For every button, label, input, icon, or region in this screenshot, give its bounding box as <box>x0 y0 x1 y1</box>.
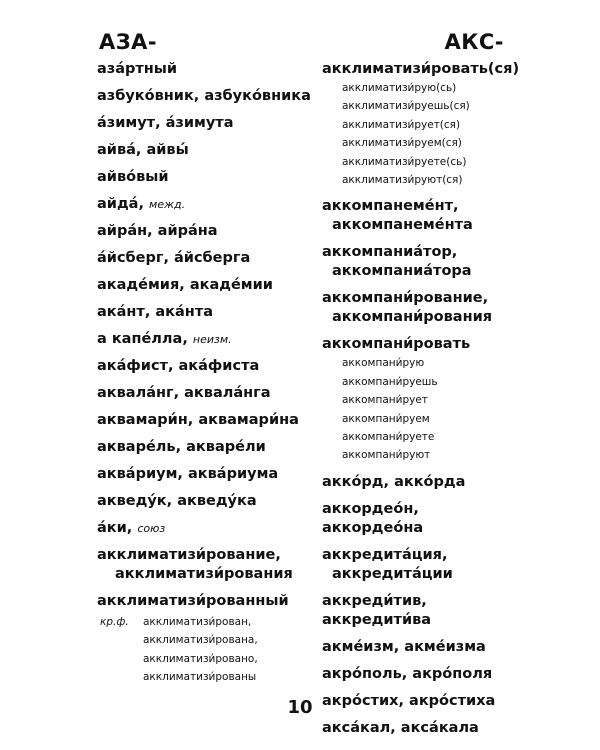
entry: акваре́ль, акваре́ли <box>97 439 266 455</box>
entry-line: аккомпанеме́нт, <box>322 198 459 215</box>
short-forms-block <box>97 613 312 687</box>
entry-headword: акклиматизи́ровать(ся) <box>322 61 520 77</box>
entry-line-continued: аккомпанеме́нта <box>332 217 473 234</box>
entry: акко́рд, акко́рда <box>322 473 466 490</box>
form-item: аккомпани́рует <box>342 394 428 407</box>
entry: акме́изм, акме́изма <box>322 638 486 655</box>
entry-multiline <box>97 546 312 584</box>
form-item: акклиматизи́рует(ся) <box>342 118 461 131</box>
entry: айра́н, айра́на <box>97 223 218 239</box>
entry: аква́риум, аква́риума <box>97 466 279 482</box>
entry-line: аккредита́ция, <box>322 546 448 563</box>
page-number: 10 <box>287 697 313 718</box>
form-item: акклиматизи́ровано, <box>143 652 258 665</box>
entry: ака́нт, ака́нта <box>97 304 214 320</box>
entry-line: акклиматизи́рование, <box>97 547 281 563</box>
entry-multiline <box>322 289 512 327</box>
entry: аквала́нг, аквала́нга <box>97 385 271 401</box>
header-right: АКС- <box>444 30 504 54</box>
grammar-note: межд. <box>149 198 186 211</box>
entry-headword: аккомпани́ровать <box>322 336 471 353</box>
form-item: аккомпани́руют <box>342 449 431 462</box>
entry-with-note <box>97 519 312 538</box>
entry: азбуко́вник, азбуко́вника <box>97 88 311 104</box>
entry-headword: а капе́лла, <box>97 331 188 347</box>
entry-multiline <box>322 546 512 584</box>
entry-line-continued: аккредита́ции <box>332 565 453 582</box>
form-item: акклиматизи́руем(ся) <box>342 137 462 150</box>
form-item: акклиматизи́рован, <box>143 616 252 628</box>
form-item: акклиматизи́руют(ся) <box>342 174 463 187</box>
short-forms-list <box>143 613 258 687</box>
entry: аквамари́н, аквамари́на <box>97 412 299 428</box>
entry-multiline <box>322 243 512 281</box>
form-item: аккомпани́руете <box>342 431 435 444</box>
verb-forms-list <box>322 354 512 464</box>
entry: аккордео́н, аккордео́на <box>322 500 424 536</box>
entry-headword: айда́, <box>97 196 144 212</box>
left-column <box>97 60 312 687</box>
verb-forms-list <box>322 79 512 189</box>
entry: акса́кал, акса́кала <box>322 719 479 736</box>
grammar-note: неизм. <box>192 333 232 346</box>
entry: акро́стих, акро́стиха <box>322 692 496 709</box>
entry: ака́фист, ака́фиста <box>97 358 260 374</box>
entry: аза́ртный <box>97 61 178 77</box>
entry-line-continued: аккомпаниа́тора <box>332 263 472 280</box>
form-item: акклиматизи́рованы <box>143 671 257 684</box>
entry-headword: акклиматизи́рованный <box>97 593 289 609</box>
form-item: акклиматизи́рую(сь) <box>342 82 457 94</box>
entry-line: аккомпани́рование, <box>322 290 489 307</box>
entry: а́зимут, а́зимута <box>97 115 234 131</box>
form-item: акклиматизи́руешь(ся) <box>342 100 470 113</box>
entry: а́йсберг, а́йсберга <box>97 250 251 266</box>
form-item: аккомпани́руем <box>342 412 430 425</box>
form-item: аккомпани́руешь <box>342 375 438 388</box>
right-column <box>322 60 520 746</box>
entry: аккреди́тив, аккредити́ва <box>322 592 432 628</box>
grammar-note: союз <box>137 522 166 535</box>
entry-with-note <box>97 330 312 349</box>
entry-with-note <box>97 195 312 214</box>
form-item: акклиматизи́рована, <box>143 634 258 647</box>
entry: акведу́к, акведу́ка <box>97 493 257 509</box>
short-form-label: кр.ф. <box>100 616 129 628</box>
entry: айва́, айвы́ <box>97 142 189 158</box>
header-left: АЗА- <box>99 30 158 54</box>
entry: акаде́мия, акаде́мии <box>97 277 273 293</box>
form-item: аккомпани́рую <box>342 357 425 370</box>
form-item: акклиматизи́руете(сь) <box>342 155 467 168</box>
entry-multiline <box>322 197 512 235</box>
entry-line-continued: акклиматизи́рования <box>115 566 293 582</box>
entry: айво́вый <box>97 169 169 185</box>
entry-line-continued: аккомпани́рования <box>332 309 493 326</box>
entry: акро́поль, акро́поля <box>322 665 493 682</box>
entry-line: аккомпаниа́тор, <box>322 244 458 261</box>
entry-headword: а́ки, <box>97 520 133 536</box>
